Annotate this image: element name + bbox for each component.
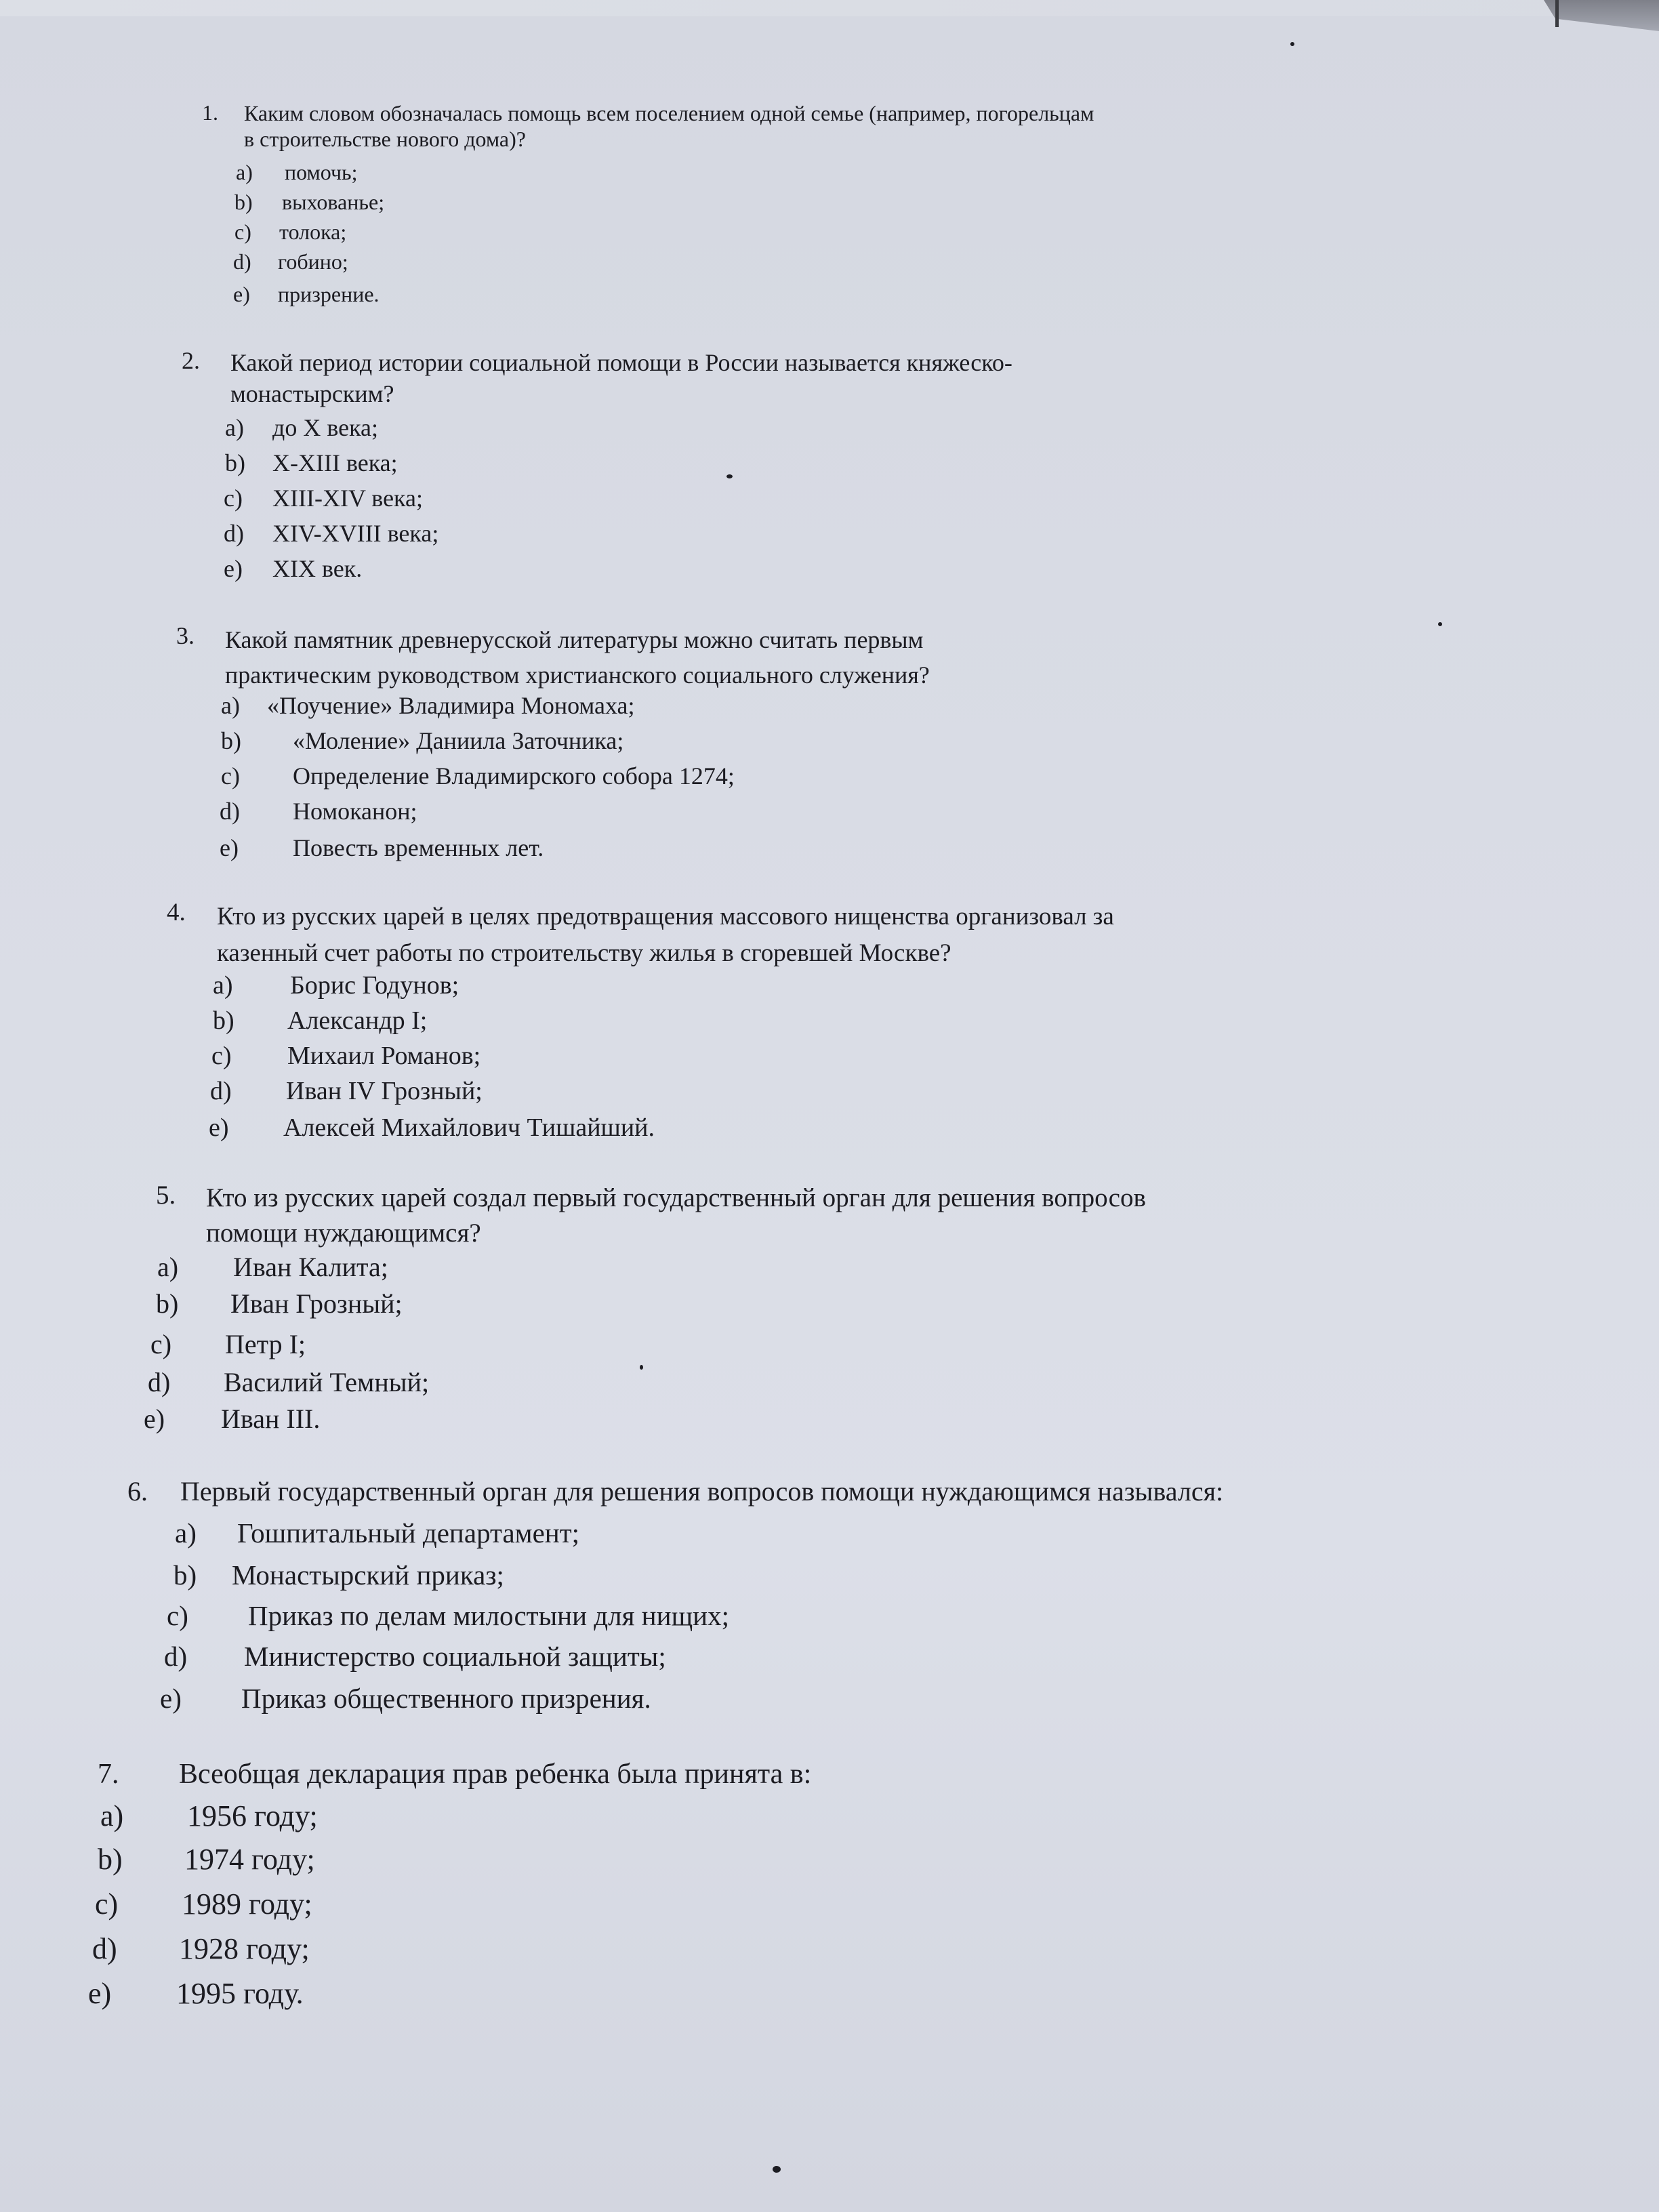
option-text: 1974 году; [184,1843,315,1876]
option-letter: c) [221,762,240,790]
option-letter: c) [211,1042,232,1070]
question-text: Кто из русских царей создал первый государственный орган для решения вопросов помощи нуждающимся? [206,1183,1146,1248]
option-letter: c) [224,485,243,512]
option-text: Иван Калита; [233,1252,388,1282]
option-letter: b) [234,190,253,214]
option-letter: a) [175,1517,197,1549]
question-text: Кто из русских царей в целях предотвращения массового нищенства организовал за казенный счет работы по строительству жилья в сгоревшей Москве? [217,903,1114,967]
option-letter: a) [221,692,240,719]
question-number: 4. [167,899,186,926]
question-number: 1. [202,100,218,125]
dust-speck [726,474,733,478]
question-number: 3. [176,622,194,649]
option-letter: d) [210,1077,232,1105]
dust-speck [1290,42,1294,46]
option-text: X-XIII века; [272,449,398,476]
corner-shadow [1544,0,1659,31]
option-text: призрение. [278,282,380,306]
option-text: помочь; [285,160,358,184]
question-text: Какой памятник древнерусской литературы можно считать первым практическим руководством христианского социального служения? [225,626,930,689]
option-letter: b) [98,1843,123,1876]
option-letter: e) [144,1404,165,1434]
option-text: Монастырский приказ; [232,1559,504,1591]
option-text: 1989 году; [182,1887,312,1921]
option-text: Василий Темный; [224,1367,430,1397]
option-letter: c) [234,220,251,244]
option-letter: d) [233,249,251,274]
option-letter: d) [164,1641,188,1672]
option-letter: b) [213,1006,234,1035]
option-text: Александр I; [287,1006,428,1035]
option-text: Гошпитальный департамент; [237,1517,580,1549]
question-number: 6. [127,1476,148,1507]
option-text: Петр I; [225,1329,306,1359]
question-number: 2. [182,347,200,374]
option-letter: a) [225,414,244,441]
dust-speck [640,1365,643,1370]
option-text: 1995 году. [176,1977,304,2010]
option-text: Иван III. [221,1404,321,1434]
option-letter: d) [148,1367,171,1397]
option-text: Повесть временных лет. [293,834,544,861]
option-text: 1956 году; [187,1799,318,1832]
dust-speck [773,2166,781,2173]
question-text: Каким словом обозначалась помощь всем поселением одной семье (например, погорельцам в строительстве нового дома)? [244,101,1094,151]
option-text: до X века; [272,414,379,441]
option-letter: e) [209,1113,229,1142]
option-text: Приказ общественного призрения. [241,1683,651,1714]
option-text: XIV-XVIII века; [272,520,439,547]
option-letter: b) [173,1559,197,1591]
option-letter: c) [95,1887,119,1921]
option-text: XIX век. [272,555,363,582]
option-text: выхованье; [282,190,385,214]
question-text: Всеобщая декларация прав ребенка была принята в: [179,1759,812,1790]
option-letter: a) [213,971,233,1000]
option-letter: d) [224,520,244,547]
option-text: Номоканон; [293,798,417,825]
option-text: гобино; [278,249,348,274]
option-text: 1928 году; [179,1932,310,1965]
option-text: Министерство социальной защиты; [244,1641,666,1672]
question-number: 7. [98,1759,119,1790]
option-letter: b) [225,449,245,476]
dust-speck [1438,622,1442,626]
option-text: XIII-XIV века; [272,485,423,512]
option-text: Алексей Михайлович Тишайший. [283,1113,655,1142]
question-number: 5. [156,1181,176,1210]
option-letter: e) [224,555,243,582]
option-letter: a) [157,1252,179,1282]
option-letter: c) [150,1329,172,1359]
option-text: «Моление» Даниила Заточника; [293,727,624,754]
option-letter: d) [220,798,240,825]
option-letter: b) [221,727,241,754]
option-letter: e) [88,1977,112,2010]
option-letter: e) [160,1683,182,1714]
option-text: Иван Грозный; [230,1288,403,1319]
option-text: Приказ по делам милостыни для нищих; [248,1600,729,1631]
option-letter: d) [92,1932,117,1965]
option-text: Иван IV Грозный; [286,1077,483,1105]
option-letter: e) [233,282,250,306]
question-text: Первый государственный орган для решения вопросов помощи нуждающимся назывался: [180,1476,1224,1507]
question-text: Какой период истории социальной помощи в России называется княжеско- монастырским? [230,349,1012,407]
option-letter: a) [100,1799,124,1832]
option-letter: a) [236,160,253,184]
paper-top-edge [0,0,1659,16]
option-text: Определение Владимирского собора 1274; [293,762,735,790]
option-letter: e) [220,834,239,861]
option-text: Борис Годунов; [290,971,459,1000]
option-text: Михаил Романов; [287,1042,481,1070]
option-letter: b) [156,1288,179,1319]
option-letter: c) [167,1600,188,1631]
option-text: «Поучение» Владимира Мономаха; [267,692,635,719]
corner-edge-line [1555,0,1559,27]
option-text: толока; [279,220,347,244]
